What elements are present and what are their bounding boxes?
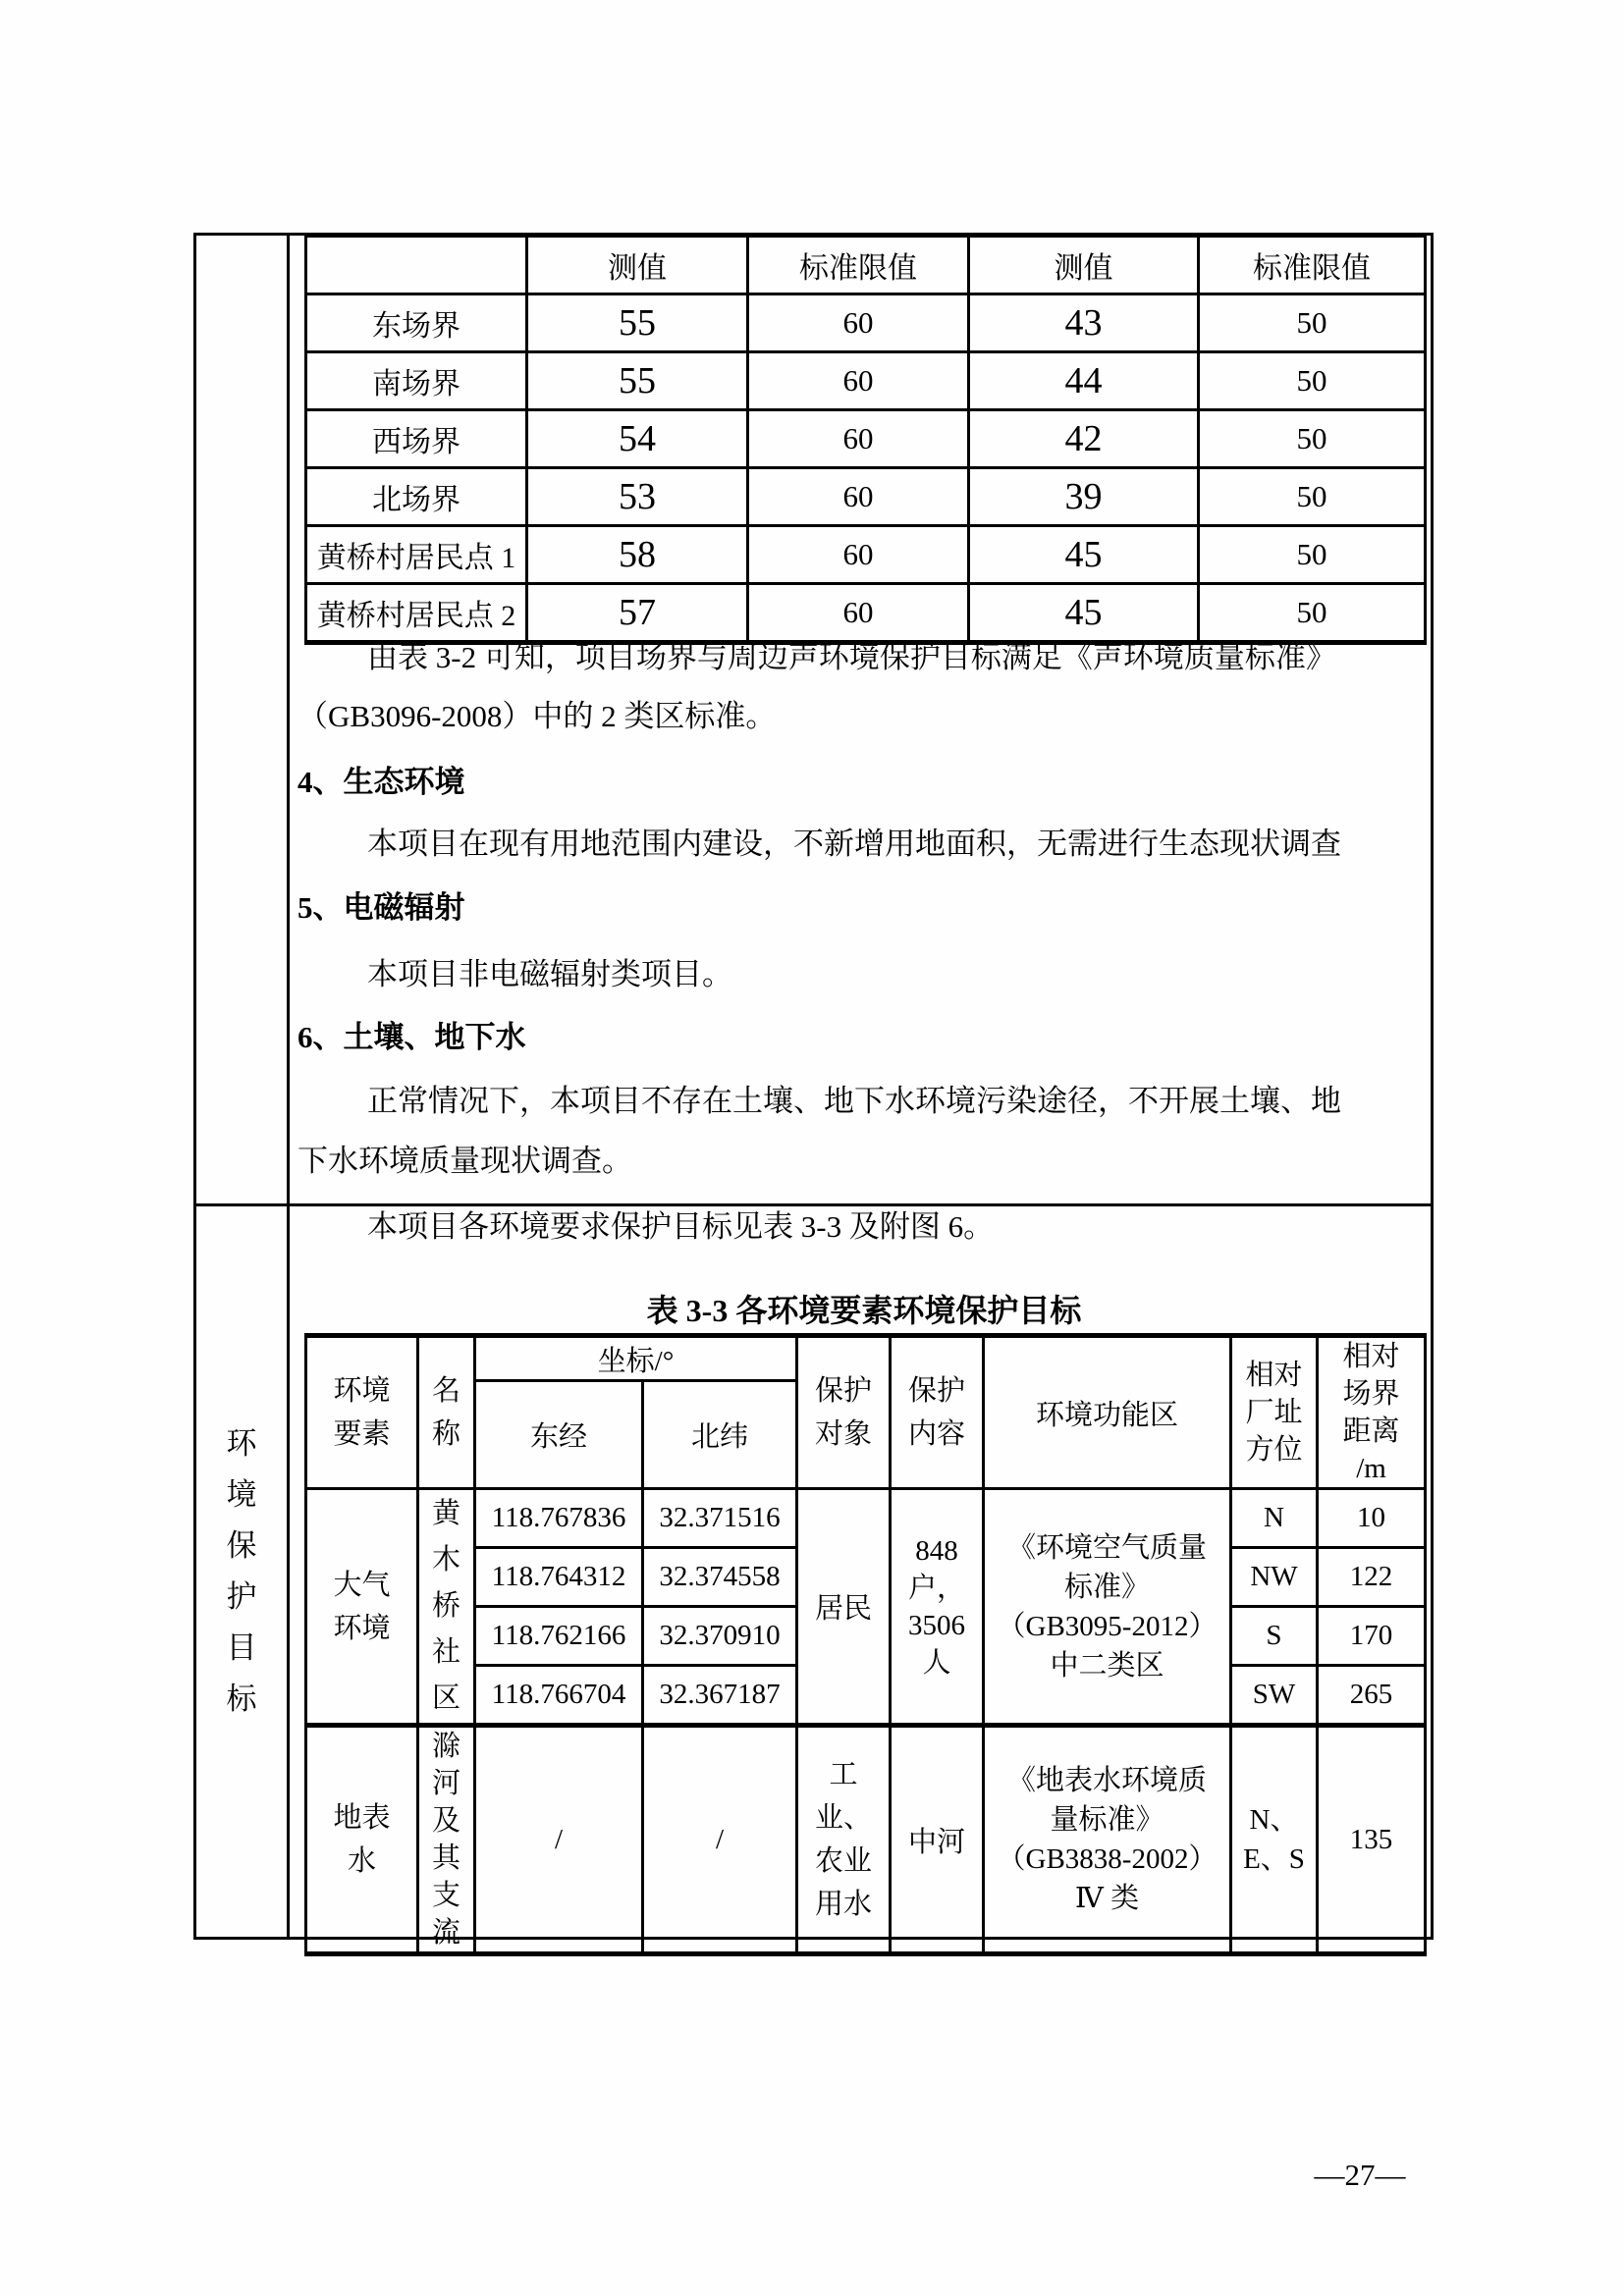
longitude-value: 118.762166 bbox=[475, 1607, 643, 1666]
table33-header-row1 bbox=[306, 1336, 1426, 1381]
direction-value: NW bbox=[1231, 1548, 1318, 1607]
noise-table-header-row bbox=[306, 236, 1426, 294]
noise-conclusion-line1: 由表 3-2 可知，项目场界与周边声环境保护目标满足《声环境质量标准》 bbox=[367, 640, 1336, 674]
col-distance: 相对 场界 距离 /m bbox=[1318, 1336, 1426, 1489]
protect-content-air: 848 户， 3506 人 bbox=[891, 1489, 984, 1726]
table-row-surface-water bbox=[306, 1726, 1426, 1954]
soil-body-line2: 下水环境质量现状调查。 bbox=[298, 1144, 632, 1178]
heading-emf: 5、电磁辐射 bbox=[298, 890, 465, 925]
name-community: 黄 木 桥 社 区 bbox=[418, 1489, 475, 1726]
day-measured-value: 53 bbox=[527, 468, 748, 526]
protection-intro: 本项目各环境要求保护目标见表 3-3 及附图 6。 bbox=[367, 1209, 995, 1244]
site-label: 黄桥村居民点 2 bbox=[306, 584, 527, 643]
night-measured-value: 42 bbox=[969, 410, 1199, 468]
direction-value: N bbox=[1231, 1489, 1318, 1548]
day-limit-value: 60 bbox=[748, 410, 969, 468]
site-label: 北场界 bbox=[306, 468, 527, 526]
site-label: 黄桥村居民点 1 bbox=[306, 526, 527, 584]
col-direction: 相对 厂址 方位 bbox=[1231, 1336, 1318, 1489]
table-row-air-coord1 bbox=[306, 1489, 1426, 1548]
night-limit-value: 50 bbox=[1199, 468, 1426, 526]
element-air: 大气 环境 bbox=[306, 1489, 418, 1726]
distance-value: 170 bbox=[1318, 1607, 1426, 1666]
protect-object-water: 工 业、 农业 用水 bbox=[797, 1726, 891, 1954]
day-limit-value: 60 bbox=[748, 526, 969, 584]
protect-object-air: 居民 bbox=[797, 1489, 891, 1726]
element-surface-water: 地表 水 bbox=[306, 1726, 418, 1954]
night-measured-value: 45 bbox=[969, 526, 1199, 584]
direction-value: S bbox=[1231, 1607, 1318, 1666]
day-measured-value: 58 bbox=[527, 526, 748, 584]
night-measured-value: 39 bbox=[969, 468, 1199, 526]
noise-monitoring-table bbox=[304, 233, 1427, 645]
latitude-value: 32.370910 bbox=[643, 1607, 797, 1666]
soil-body-line1: 正常情况下，本项目不存在土壤、地下水环境污染途径，不开展土壤、地 bbox=[367, 1084, 1341, 1118]
site-label: 南场界 bbox=[306, 352, 527, 410]
noise-col-limit-night: 标准限值 bbox=[1199, 236, 1426, 294]
col-latitude: 北纬 bbox=[643, 1381, 797, 1489]
night-measured-value: 44 bbox=[969, 352, 1199, 410]
heading-soil-groundwater: 6、土壤、地下水 bbox=[298, 1020, 526, 1054]
latitude-value: / bbox=[643, 1726, 797, 1954]
noise-col-limit-day: 标准限值 bbox=[748, 236, 969, 294]
direction-value: SW bbox=[1231, 1666, 1318, 1726]
col-name: 名 称 bbox=[418, 1336, 475, 1489]
day-measured-value: 57 bbox=[527, 584, 748, 643]
longitude-value: 118.764312 bbox=[475, 1548, 643, 1607]
day-limit-value: 60 bbox=[748, 584, 969, 643]
longitude-value: 118.767836 bbox=[475, 1489, 643, 1548]
protect-content-water: 中河 bbox=[891, 1726, 984, 1954]
page-number: —27— bbox=[1314, 2158, 1406, 2192]
site-label: 东场界 bbox=[306, 294, 527, 352]
table-row bbox=[306, 468, 1426, 526]
day-limit-value: 60 bbox=[748, 294, 969, 352]
emf-body: 本项目非电磁辐射类项目。 bbox=[367, 957, 732, 991]
table-row bbox=[306, 410, 1426, 468]
table33-title: 表 3-3 各环境要素环境保护目标 bbox=[646, 1293, 1082, 1328]
protection-targets-table bbox=[304, 1333, 1427, 1956]
latitude-value: 32.371516 bbox=[643, 1489, 797, 1548]
section-row-divider bbox=[193, 1203, 1434, 1206]
sidebar-label-protection-targets: 环 境 保 护 目 标 bbox=[226, 1426, 257, 1716]
col-function-zone: 环境功能区 bbox=[984, 1336, 1231, 1489]
noise-conclusion-line2: （GB3096-2008）中的 2 类区标准。 bbox=[298, 699, 777, 733]
name-river: 滁 河 及 其 支 流 bbox=[418, 1726, 475, 1954]
day-measured-value: 55 bbox=[527, 352, 748, 410]
col-longitude: 东经 bbox=[475, 1381, 643, 1489]
col-coordinates: 坐标/° bbox=[475, 1336, 797, 1381]
night-limit-value: 50 bbox=[1199, 526, 1426, 584]
night-limit-value: 50 bbox=[1199, 352, 1426, 410]
noise-col-measured-day: 测值 bbox=[527, 236, 748, 294]
night-measured-value: 45 bbox=[969, 584, 1199, 643]
night-limit-value: 50 bbox=[1199, 410, 1426, 468]
col-protect-content: 保护 内容 bbox=[891, 1336, 984, 1489]
latitude-value: 32.367187 bbox=[643, 1666, 797, 1726]
day-measured-value: 54 bbox=[527, 410, 748, 468]
sidebar-column-divider bbox=[287, 233, 290, 1940]
heading-ecology: 4、生态环境 bbox=[298, 765, 465, 799]
sidebar-cell-protection-targets bbox=[196, 1206, 287, 1937]
col-element: 环境 要素 bbox=[306, 1336, 418, 1489]
night-limit-value: 50 bbox=[1199, 294, 1426, 352]
distance-value: 265 bbox=[1318, 1666, 1426, 1726]
noise-col-blank bbox=[306, 236, 527, 294]
ecology-body: 本项目在现有用地范围内建设，不新增用地面积，无需进行生态现状调查 bbox=[367, 827, 1341, 861]
distance-value: 122 bbox=[1318, 1548, 1426, 1607]
day-measured-value: 55 bbox=[527, 294, 748, 352]
function-zone-air: 《环境空气质量 标准》 （GB3095-2012） 中二类区 bbox=[984, 1489, 1231, 1726]
col-protect-object: 保护 对象 bbox=[797, 1336, 891, 1489]
distance-value: 135 bbox=[1318, 1726, 1426, 1954]
site-label: 西场界 bbox=[306, 410, 527, 468]
table-row bbox=[306, 526, 1426, 584]
night-measured-value: 43 bbox=[969, 294, 1199, 352]
day-limit-value: 60 bbox=[748, 352, 969, 410]
distance-value: 10 bbox=[1318, 1489, 1426, 1548]
table-row bbox=[306, 294, 1426, 352]
latitude-value: 32.374558 bbox=[643, 1548, 797, 1607]
night-limit-value: 50 bbox=[1199, 584, 1426, 643]
direction-value: N、 E、S bbox=[1231, 1726, 1318, 1954]
table-row bbox=[306, 352, 1426, 410]
day-limit-value: 60 bbox=[748, 468, 969, 526]
table-row bbox=[306, 584, 1426, 643]
function-zone-water: 《地表水环境质 量标准》 （GB3838-2002） Ⅳ 类 bbox=[984, 1726, 1231, 1954]
noise-col-measured-night: 测值 bbox=[969, 236, 1199, 294]
longitude-value: / bbox=[475, 1726, 643, 1954]
longitude-value: 118.766704 bbox=[475, 1666, 643, 1726]
